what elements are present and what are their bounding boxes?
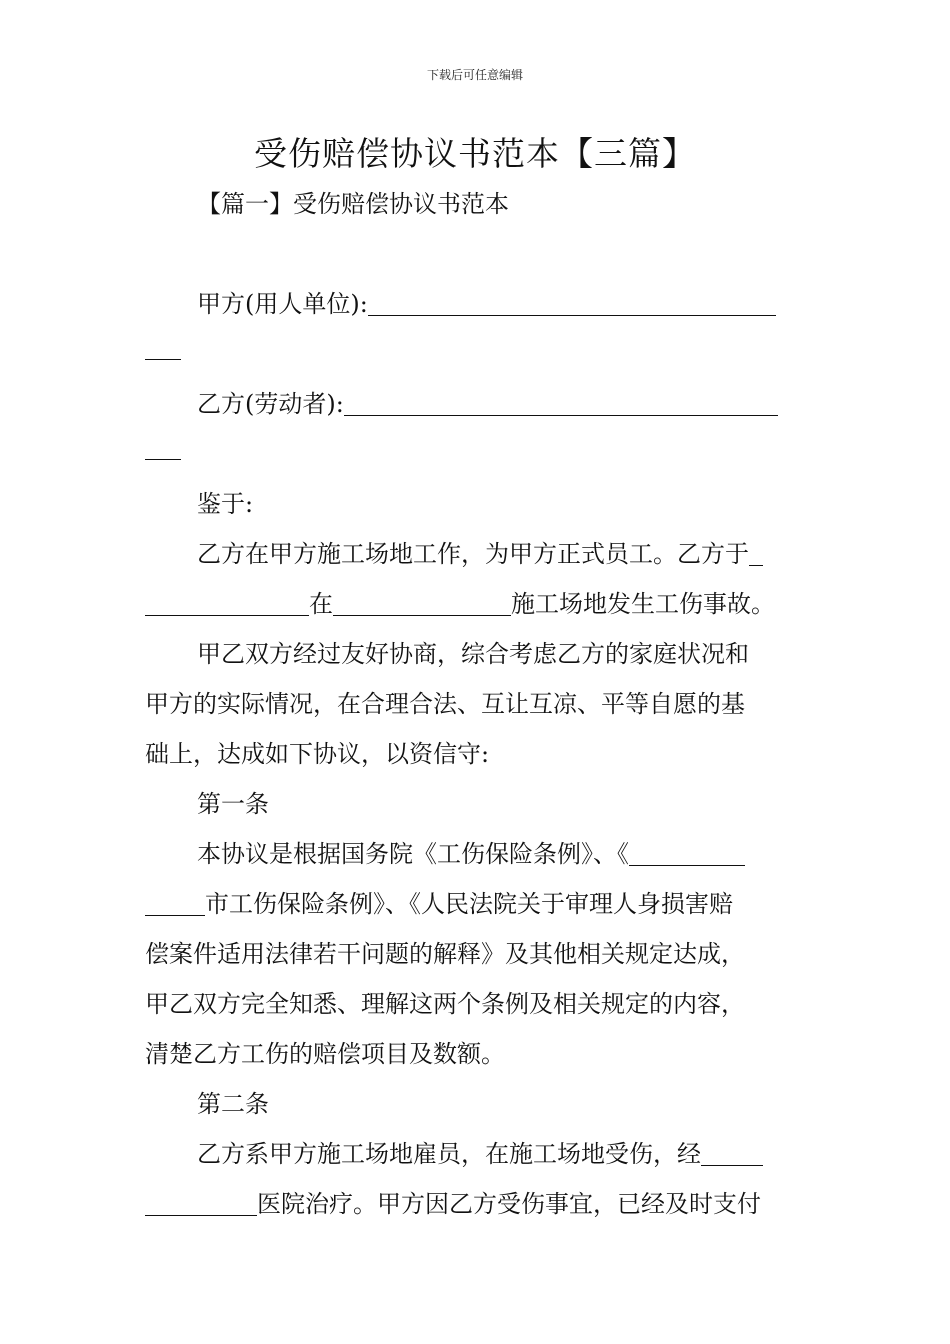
location-blank[interactable] xyxy=(333,593,511,616)
party-b-blank-continued[interactable] xyxy=(145,434,807,462)
section-heading: 【篇一】受伤赔偿协议书范本 xyxy=(197,190,509,218)
paragraph-line: 甲方的实际情况，在合理合法、互让互凉、平等自愿的基 xyxy=(145,690,745,718)
header-note: 下载后可任意编辑 xyxy=(426,68,523,82)
paragraph-line: 医院治疗。甲方因乙方受伤事宜，已经及时支付 xyxy=(145,1184,807,1219)
hospital-blank-continued[interactable] xyxy=(145,1193,257,1216)
party-b-blank[interactable] xyxy=(344,393,778,416)
regulation-blank[interactable] xyxy=(629,843,745,866)
date-blank[interactable] xyxy=(749,543,763,566)
paragraph-line: 甲乙双方完全知悉、理解这两个条例及相关规定的内容， xyxy=(145,990,745,1018)
paragraph-line: 偿案件适用法律若干问题的解释》及其他相关规定达成， xyxy=(145,940,745,968)
party-a-blank[interactable] xyxy=(368,293,776,316)
paragraph-line: 甲乙双方经过友好协商，综合考虑乙方的家庭状况和 xyxy=(197,640,749,668)
paragraph-line: 市工伤保险条例》、《人民法院关于审理人身损害赔 xyxy=(145,884,807,919)
paragraph-line: 在 施工场地发生工伤事故。 xyxy=(145,584,807,619)
city-blank[interactable] xyxy=(145,893,205,916)
party-a-line xyxy=(197,284,807,319)
hospital-blank[interactable] xyxy=(701,1143,763,1166)
paragraph-line: 本协议是根据国务院《工伤保险条例》、《 xyxy=(197,834,807,869)
party-a-blank-continued[interactable] xyxy=(145,334,807,362)
party-b-line xyxy=(197,384,807,419)
document-title: 受伤赔偿协议书范本【三篇】 xyxy=(254,134,696,173)
paragraph-line: 础上，达成如下协议，以资信守: xyxy=(145,740,490,768)
date-blank-continued[interactable] xyxy=(145,593,309,616)
article-heading: 第二条 xyxy=(197,1090,269,1118)
paragraph-line: 清楚乙方工伤的赔偿项目及数额。 xyxy=(145,1040,505,1068)
article-heading: 第一条 xyxy=(197,790,269,818)
paragraph-text: 乙方在甲方施工场地工作，为甲方正式员工。乙方于 xyxy=(197,540,749,568)
paragraph-line xyxy=(197,534,807,569)
whereas-label: 鉴于: xyxy=(197,490,254,518)
party-a-label: 甲方(用人单位): xyxy=(197,290,368,318)
paragraph-line: 乙方系甲方施工场地雇员，在施工场地受伤，经 xyxy=(197,1134,807,1169)
party-b-label: 乙方(劳动者): xyxy=(197,390,344,418)
